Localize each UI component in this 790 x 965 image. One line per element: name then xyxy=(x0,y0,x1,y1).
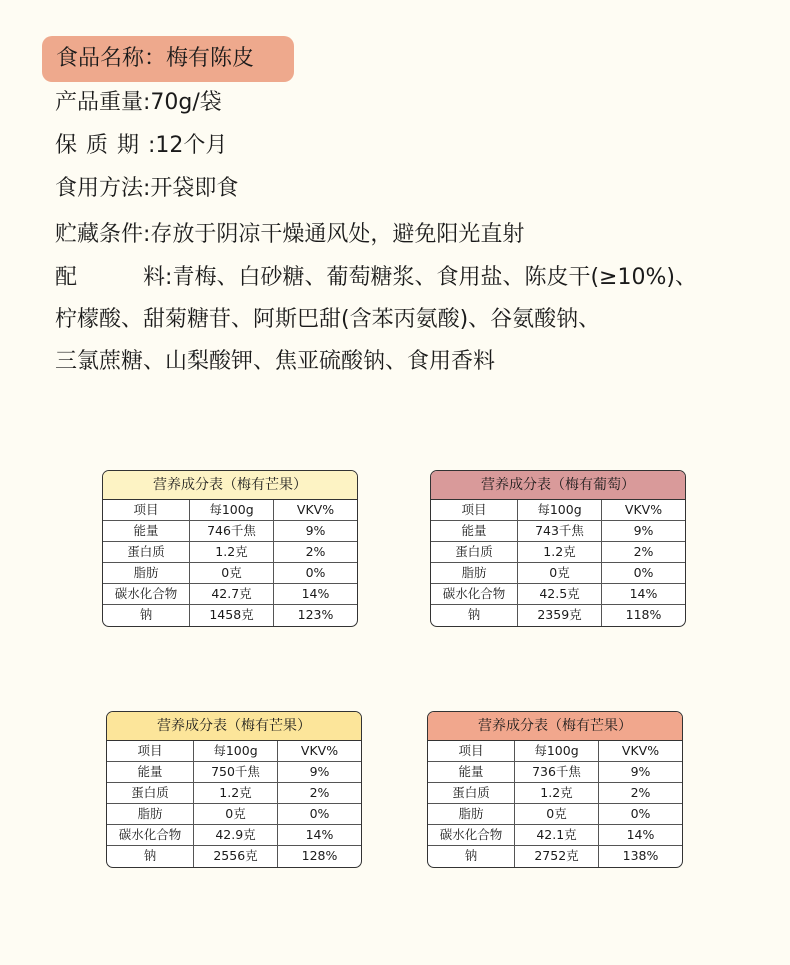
nutrition-table-3 xyxy=(106,711,362,868)
column-header: 每100g xyxy=(190,500,274,520)
table-row xyxy=(103,584,357,605)
nutrient-name: 碳水化合物 xyxy=(431,584,518,604)
table-row xyxy=(103,605,357,626)
vkv-percent: 0% xyxy=(630,806,651,821)
per-100g-value: 750千焦 xyxy=(194,762,278,782)
table-row xyxy=(428,825,682,846)
nutrient-name: 蛋白质 xyxy=(431,542,518,562)
column-header: 项目 xyxy=(428,741,515,761)
vkv-percent: 9% xyxy=(309,764,330,779)
vkv-percent: 118% xyxy=(625,607,662,622)
column-header: VKV% xyxy=(621,743,660,758)
nutrient-name: 能量 xyxy=(431,521,518,541)
column-header: VKV% xyxy=(300,743,339,758)
storage-value: :存放于阴凉干燥通风处，避免阳光直射 xyxy=(143,222,525,247)
per-100g-value: 1.2克 xyxy=(518,542,602,562)
nutrient-name: 脂肪 xyxy=(107,804,194,824)
vkv-percent: 2% xyxy=(309,785,330,800)
ingredients-line-1 xyxy=(55,263,697,293)
per-100g-value: 0克 xyxy=(518,563,602,583)
vkv-percent: 9% xyxy=(305,523,326,538)
ingredients-text-1: :青梅、白砂糖、葡萄糖浆、食用盐、陈皮干(≥10%)、 xyxy=(165,265,697,290)
weight-line xyxy=(55,88,222,118)
table-row xyxy=(107,783,361,804)
vkv-percent: 9% xyxy=(630,764,651,779)
vkv-percent: 9% xyxy=(633,523,654,538)
ingredients-text-3: 三氯蔗糖、山梨酸钾、焦亚硫酸钠、食用香料 xyxy=(55,349,496,374)
column-header: VKV% xyxy=(624,502,663,517)
per-100g-value: 2752克 xyxy=(515,846,599,867)
nutrient-name: 碳水化合物 xyxy=(107,825,194,845)
table-row xyxy=(428,804,682,825)
vkv-percent: 2% xyxy=(630,785,651,800)
usage-line xyxy=(55,174,238,204)
table-title: 营养成分表（梅有芒果） xyxy=(107,712,361,741)
table-row xyxy=(428,783,682,804)
product-name: 食品名称：梅有陈皮 xyxy=(56,46,255,71)
column-header: 项目 xyxy=(107,741,194,761)
table-row xyxy=(103,563,357,584)
table-header-row xyxy=(431,500,685,521)
per-100g-value: 2359克 xyxy=(518,605,602,626)
ingredients-line-2 xyxy=(55,305,600,335)
table-row xyxy=(103,521,357,542)
vkv-percent: 128% xyxy=(301,848,338,863)
per-100g-value: 42.1克 xyxy=(515,825,599,845)
per-100g-value: 0克 xyxy=(515,804,599,824)
nutrition-table-4 xyxy=(427,711,683,868)
table-row xyxy=(107,825,361,846)
nutrient-name: 蛋白质 xyxy=(103,542,190,562)
nutrient-name: 碳水化合物 xyxy=(428,825,515,845)
vkv-percent: 0% xyxy=(309,806,330,821)
vkv-percent: 14% xyxy=(305,827,334,842)
nutrient-name: 能量 xyxy=(103,521,190,541)
per-100g-value: 1.2克 xyxy=(194,783,278,803)
shelf-life-value: :12个月 xyxy=(148,133,228,158)
table-row xyxy=(107,804,361,825)
table-title: 营养成分表（梅有芒果） xyxy=(428,712,682,741)
table-header-row xyxy=(103,500,357,521)
nutrient-name: 钠 xyxy=(428,846,515,867)
table-header-row xyxy=(428,741,682,762)
column-header: VKV% xyxy=(296,502,335,517)
nutrient-name: 钠 xyxy=(107,846,194,867)
ingredients-line-3 xyxy=(55,347,495,377)
nutrition-table-1 xyxy=(102,470,358,627)
nutrient-name: 脂肪 xyxy=(103,563,190,583)
table-title: 营养成分表（梅有葡萄） xyxy=(431,471,685,500)
table-row xyxy=(431,605,685,626)
table-row xyxy=(107,762,361,783)
table-row xyxy=(431,563,685,584)
column-header: 项目 xyxy=(103,500,190,520)
table-row xyxy=(431,542,685,563)
column-header: 每100g xyxy=(194,741,278,761)
vkv-percent: 0% xyxy=(633,565,654,580)
shelf-life-line xyxy=(55,131,227,161)
table-row xyxy=(107,846,361,867)
vkv-percent: 14% xyxy=(626,827,655,842)
per-100g-value: 1458克 xyxy=(190,605,274,626)
usage-label: 食用方法 xyxy=(55,176,144,201)
vkv-percent: 2% xyxy=(305,544,326,559)
table-title: 营养成分表（梅有芒果） xyxy=(103,471,357,500)
per-100g-value: 0克 xyxy=(194,804,278,824)
nutrient-name: 脂肪 xyxy=(428,804,515,824)
per-100g-value: 0克 xyxy=(190,563,274,583)
table-row xyxy=(103,542,357,563)
per-100g-value: 746千焦 xyxy=(190,521,274,541)
nutrition-table-2 xyxy=(430,470,686,627)
nutrient-name: 碳水化合物 xyxy=(103,584,190,604)
storage-line xyxy=(55,220,524,250)
nutrient-name: 脂肪 xyxy=(431,563,518,583)
table-row xyxy=(428,846,682,867)
weight-value: :70g/袋 xyxy=(143,90,222,115)
storage-label: 贮藏条件 xyxy=(55,222,144,247)
vkv-percent: 0% xyxy=(305,565,326,580)
column-header: 每100g xyxy=(518,500,602,520)
table-row xyxy=(431,521,685,542)
per-100g-value: 2556克 xyxy=(194,846,278,867)
product-name-badge xyxy=(42,36,294,82)
per-100g-value: 42.7克 xyxy=(190,584,274,604)
nutrient-name: 蛋白质 xyxy=(428,783,515,803)
column-header: 每100g xyxy=(515,741,599,761)
nutrient-name: 钠 xyxy=(431,605,518,626)
nutrient-name: 能量 xyxy=(107,762,194,782)
vkv-percent: 2% xyxy=(633,544,654,559)
table-row xyxy=(428,762,682,783)
vkv-percent: 14% xyxy=(301,586,330,601)
per-100g-value: 42.5克 xyxy=(518,584,602,604)
shelf-life-label: 保质期 xyxy=(55,133,149,158)
ingredients-label-a: 配 xyxy=(55,265,78,290)
weight-label: 产品重量 xyxy=(55,90,144,115)
per-100g-value: 1.2克 xyxy=(190,542,274,562)
nutrient-name: 钠 xyxy=(103,605,190,626)
per-100g-value: 743千焦 xyxy=(518,521,602,541)
vkv-percent: 123% xyxy=(297,607,334,622)
per-100g-value: 1.2克 xyxy=(515,783,599,803)
usage-value: :开袋即食 xyxy=(143,176,239,201)
per-100g-value: 736千焦 xyxy=(515,762,599,782)
per-100g-value: 42.9克 xyxy=(194,825,278,845)
nutrient-name: 蛋白质 xyxy=(107,783,194,803)
table-row xyxy=(431,584,685,605)
ingredients-label-b: 料 xyxy=(143,265,166,290)
ingredients-text-2: 柠檬酸、甜菊糖苷、阿斯巴甜(含苯丙氨酸)、谷氨酸钠、 xyxy=(55,307,601,332)
column-header: 项目 xyxy=(431,500,518,520)
vkv-percent: 138% xyxy=(622,848,659,863)
nutrient-name: 能量 xyxy=(428,762,515,782)
table-header-row xyxy=(107,741,361,762)
vkv-percent: 14% xyxy=(629,586,658,601)
